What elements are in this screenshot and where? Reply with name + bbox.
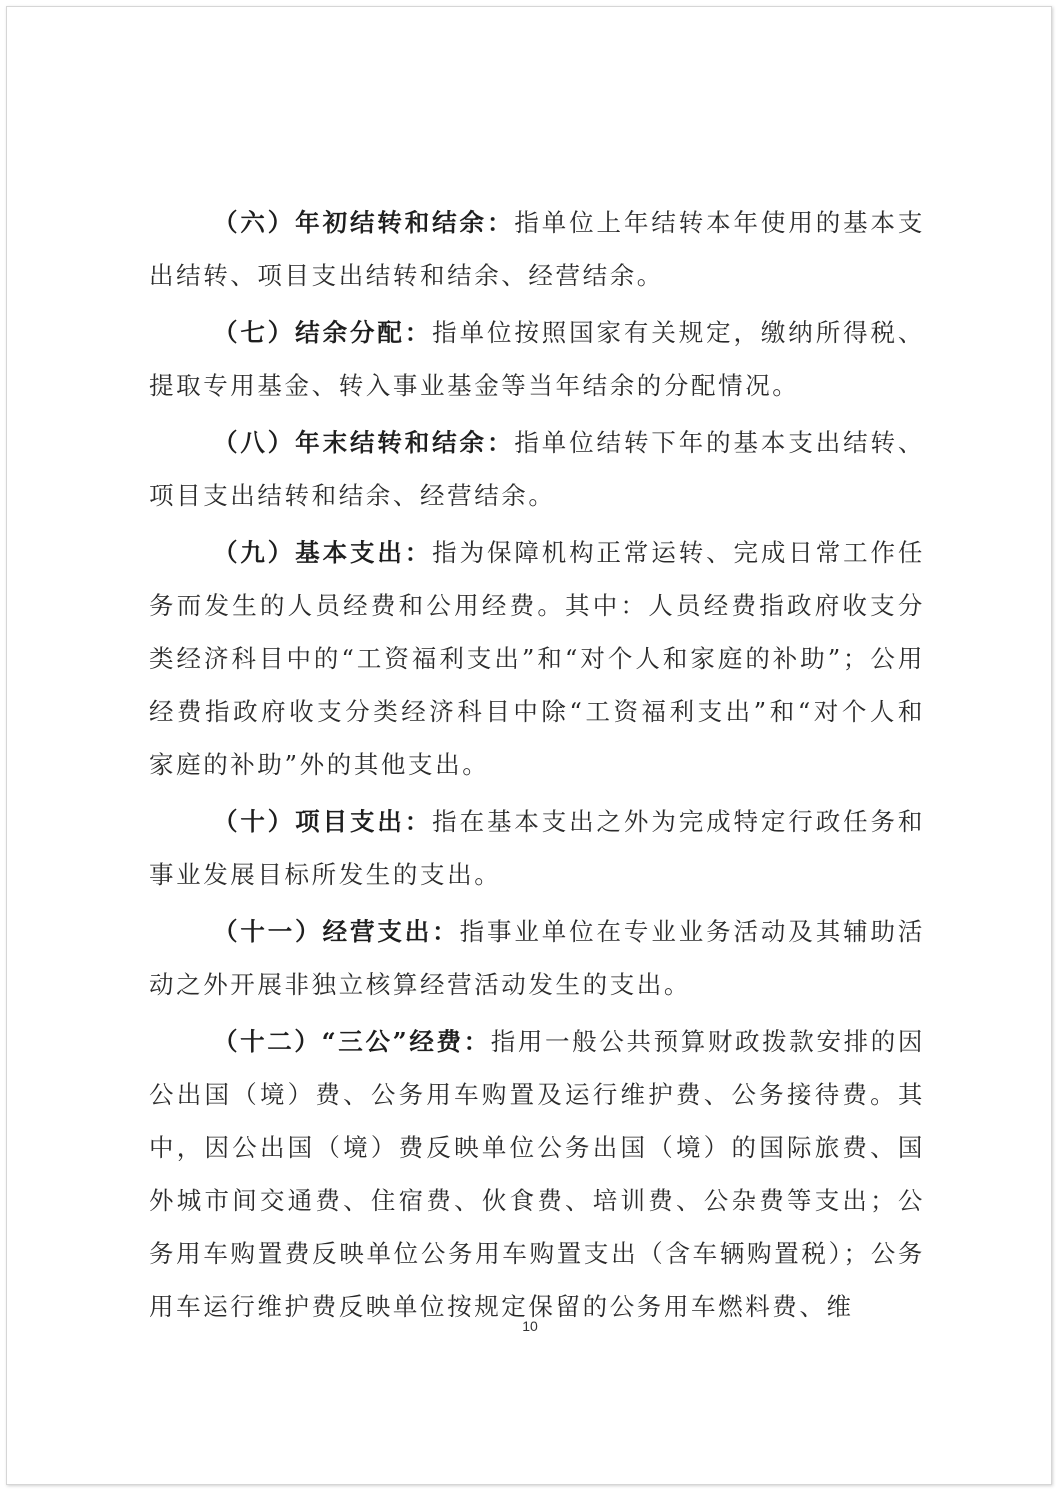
page-number: 10 <box>522 1318 538 1334</box>
term-definition: 指单位按照国家有关规定，缴纳所得税、提取专用基金、转入事业基金等当年结余的分配情况。 <box>149 318 925 400</box>
paragraph-6 <box>149 196 925 302</box>
term-definition: 指事业单位在专业业务活动及其辅助活动之外开展非独立核算经营活动发生的支出。 <box>149 917 925 999</box>
term-heading: （七）结余分配： <box>213 318 433 347</box>
term-heading: （八）年末结转和结余： <box>213 428 515 457</box>
term-definition: 指用一般公共预算财政拨款安排的因公出国（境）费、公务用车购置及运行维护费、公务接待费。其中，因公出国（境）费反映单位公务出国（境）的国际旅费、国外城市间交通费、住宿费、伙食费、培训费、公杂费等支出；公务用车购置费反映单位公务用车购置支出（含车辆购置税）；公务用车运行维护费反映单位按规定保留的公务用车燃料费、维 <box>149 1027 925 1321</box>
document-body <box>149 196 925 1337</box>
term-definition: 指单位上年结转本年使用的基本支出结转、项目支出结转和结余、经营结余。 <box>149 208 925 290</box>
paragraph-7 <box>149 306 925 412</box>
paragraph-11 <box>149 905 925 1011</box>
term-definition: 指单位结转下年的基本支出结转、项目支出结转和结余、经营结余。 <box>149 428 925 510</box>
paragraph-12 <box>149 1015 925 1333</box>
term-heading: （十）项目支出： <box>213 807 433 836</box>
term-heading: （九）基本支出： <box>213 538 433 567</box>
term-heading: （六）年初结转和结余： <box>213 208 515 237</box>
term-definition: 指在基本支出之外为完成特定行政任务和事业发展目标所发生的支出。 <box>149 807 925 889</box>
term-definition: 指为保障机构正常运转、完成日常工作任务而发生的人员经费和公用经费。其中：人员经费指政府收支分类经济科目中的“工资福利支出”和“对个人和家庭的补助”；公用经费指政府收支分类经济科目中除“工资福利支出”和“对个人和家庭的补助”外的其他支出。 <box>149 538 925 779</box>
paragraph-8 <box>149 416 925 522</box>
paragraph-10 <box>149 795 925 901</box>
paragraph-9 <box>149 526 925 791</box>
term-heading: （十一）经营支出： <box>213 917 460 946</box>
term-heading: （十二）“三公”经费： <box>213 1027 491 1056</box>
